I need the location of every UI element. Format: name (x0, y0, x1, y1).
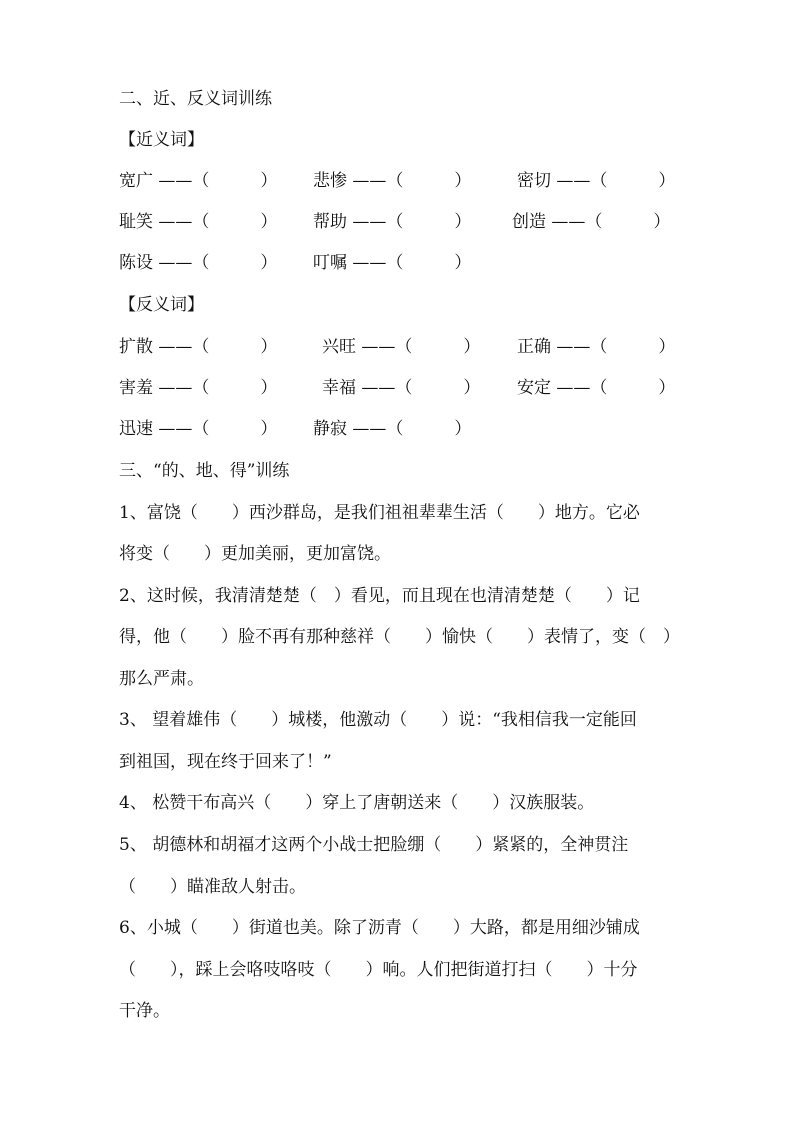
antonym-item[interactable]: 幸福 ——（ ） (322, 378, 481, 398)
synonym-item[interactable]: 创造 ——（ ） (512, 212, 671, 232)
exercise-line: （ ）瞄准敌人射击。 (119, 877, 306, 897)
exercise-line: 2、这时候，我清清楚楚（ ）看见，而且现在也清清楚楚（ ）记 (119, 586, 640, 606)
exercise-line: 干净。 (119, 1001, 170, 1021)
exercise-line: 5、 胡德林和胡福才这两个小战士把脸绷（ ）紧紧的，全神贯注 (119, 835, 629, 855)
synonym-item[interactable]: 陈设 ——（ ） (119, 253, 278, 273)
exercise-line: 3、 望着雄伟（ ）城楼，他激动（ ）说：“我相信我一定能回 (119, 710, 637, 730)
exercise-line: 4、 松赞干布高兴（ ）穿上了唐朝送来（ ）汉族服装。 (119, 793, 595, 813)
antonym-item[interactable]: 静寂 ——（ ） (313, 419, 472, 439)
synonym-item[interactable]: 帮助 ——（ ） (313, 212, 472, 232)
exercise-line: 将变（ ）更加美丽，更加富饶。 (119, 544, 391, 564)
exercise-line: 1、富饶（ ）西沙群岛，是我们祖祖辈辈生活（ ）地方。它必 (119, 503, 640, 523)
antonyms-header: 【反义词】 (119, 295, 204, 315)
synonym-item[interactable]: 叮嘱 ——（ ） (313, 253, 472, 273)
exercise-line: 那么严肃。 (119, 669, 204, 689)
synonyms-header: 【近义词】 (119, 130, 204, 150)
exercise-line: （ ），踩上会咯吱咯吱（ ）响。人们把街道打扫（ ）十分 (119, 960, 638, 980)
synonym-item[interactable]: 宽广 ——（ ） (119, 171, 278, 191)
exercise-line: 6、小城（ ）街道也美。除了沥青（ ）大路，都是用细沙铺成 (119, 918, 640, 938)
antonym-item[interactable]: 安定 ——（ ） (517, 378, 676, 398)
antonym-item[interactable]: 害羞 ——（ ） (119, 378, 278, 398)
section-3-title: 三、“的、地、得”训练 (119, 461, 290, 481)
antonym-item[interactable]: 扩散 ——（ ） (119, 337, 278, 357)
synonym-item[interactable]: 耻笑 ——（ ） (119, 212, 278, 232)
exercise-line: 得，他（ ）脸不再有那种慈祥（ ）愉快（ ）表情了，变（ ） (119, 627, 680, 647)
section-2-title: 二、近、反义词训练 (119, 89, 272, 109)
antonym-item[interactable]: 正确 ——（ ） (517, 337, 676, 357)
antonym-item[interactable]: 兴旺 ——（ ） (322, 337, 481, 357)
antonym-item[interactable]: 迅速 ——（ ） (119, 419, 278, 439)
synonym-item[interactable]: 悲惨 ——（ ） (313, 171, 472, 191)
synonym-item[interactable]: 密切 ——（ ） (517, 171, 676, 191)
exercise-line: 到祖国，现在终于回来了！” (119, 752, 332, 772)
